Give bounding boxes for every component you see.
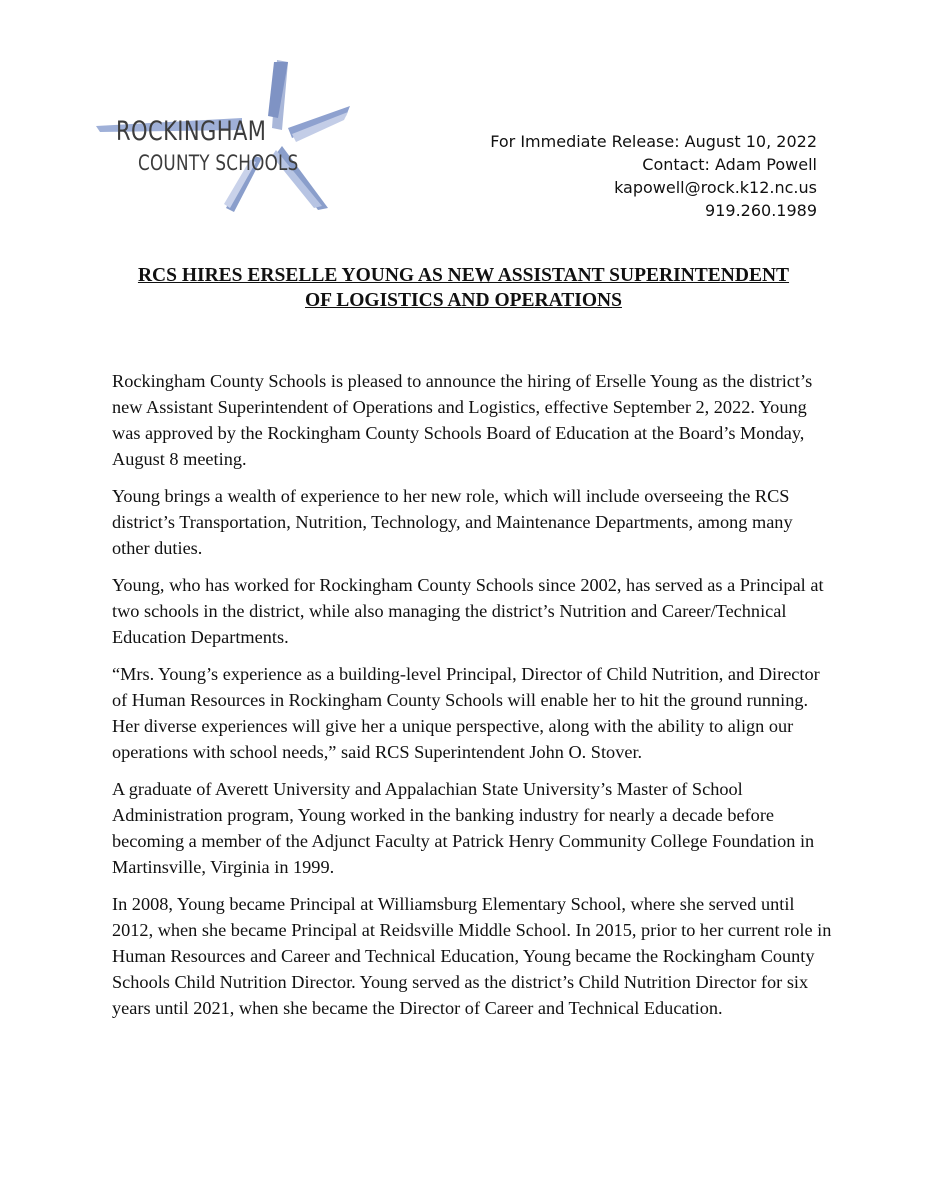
paragraph: Young, who has worked for Rockingham County Schools since 2002, has served as a Principal at two schools in the district, while also managing the district’s Nutrition and Career/Technical Education Departments. xyxy=(112,575,824,647)
logo-line-2: COUNTY SCHOOLS xyxy=(138,151,299,175)
headline-line-2: OF LOGISTICS AND OPERATIONS xyxy=(305,290,622,311)
rockingham-county-schools-logo xyxy=(92,58,354,218)
headline-line-1: RCS HIRES ERSELLE YOUNG AS NEW ASSISTANT SUPERINTENDENT xyxy=(137,265,790,286)
release-contact-block xyxy=(490,130,817,222)
contact-name: Contact: Adam Powell xyxy=(642,155,817,174)
paragraph: In 2008, Young became Principal at Williamsburg Elementary School, where she served until 2012, when she became Principal at Reidsville Middle School. In 2015, prior to her current role in Human Resources and Career and Technical Education, Young became the Rockingham County Schools Child Nutrition Director. Young served as the district’s Child Nutrition Director for six years until 2021, when she became the Director of Career and Technical Education. xyxy=(112,894,832,1018)
contact-email: kapowell@rock.k12.nc.us xyxy=(614,178,817,197)
paragraph: “Mrs. Young’s experience as a building-level Principal, Director of Child Nutrition, and Director of Human Resources in Rockingham County Schools will enable her to hit the ground running. Her diverse experiences will give her a unique perspective, along with the ability to align our operations with school needs,” said RCS Superintendent John O. Stover. xyxy=(112,664,820,762)
paragraph: A graduate of Averett University and Appalachian State University’s Master of School Administration program, Young worked in the banking industry for nearly a decade before becoming a member of the Adjunct Faculty at Patrick Henry Community College Foundation in Martinsville, Virginia in 1999. xyxy=(112,779,815,877)
contact-phone: 919.260.1989 xyxy=(705,201,817,220)
article-body xyxy=(112,368,832,1032)
logo-line-1: ROCKINGHAM xyxy=(116,116,267,147)
release-date: For Immediate Release: August 10, 2022 xyxy=(490,132,817,151)
paragraph: Rockingham County Schools is pleased to announce the hiring of Erselle Young as the district’s new Assistant Superintendent of Operations and Logistics, effective September 2, 2022. Young was approved by the Rockingham County Schools Board of Education at the Board’s Monday, August 8 meeting. xyxy=(112,371,813,469)
headline xyxy=(60,263,867,313)
paragraph: Young brings a wealth of experience to her new role, which will include overseeing the RCS district’s Transportation, Nutrition, Technology, and Maintenance Departments, among many other duties. xyxy=(112,486,793,558)
